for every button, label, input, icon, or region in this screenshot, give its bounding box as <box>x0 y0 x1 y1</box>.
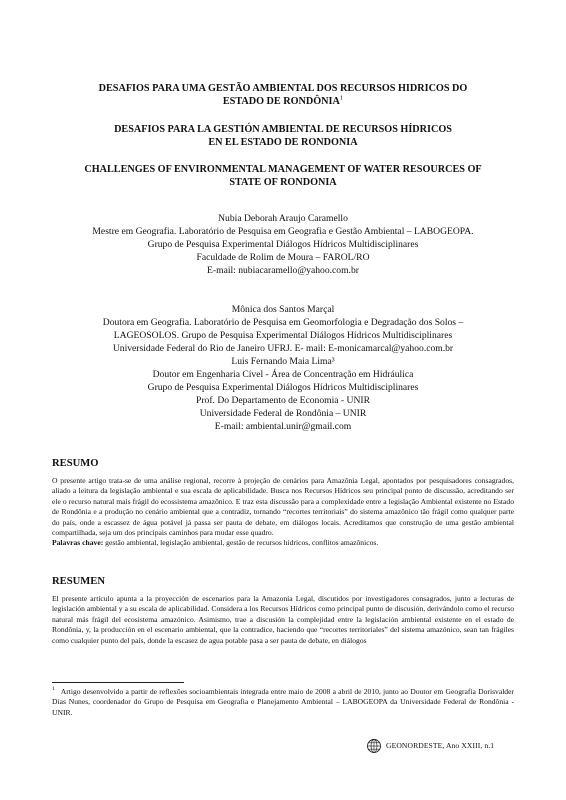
title-portuguese <box>60 82 506 108</box>
author-3-email: E-mail: ambiental.unir@gmail.com <box>214 421 352 433</box>
author-3-institution: Universidade Federal de Rondônia – UNIR <box>199 408 367 420</box>
author-2-email: Universidade Federal do Rio de Janeiro UFRJ. E- mail: E-monicamarcal@yahoo.com.br <box>112 343 454 355</box>
title-pt-line1: DESAFIOS PARA UMA GESTÃO AMBIENTAL DOS RECURSOS HIDRICOS DO <box>98 83 468 94</box>
author-1-email: E-mail: nubiacaramello@yahoo.com.br <box>207 265 359 277</box>
title-english <box>60 163 506 189</box>
footnote-divider <box>52 682 184 683</box>
title-spanish <box>60 123 506 149</box>
keywords-label: Palavras chave: <box>52 538 104 548</box>
journal-footer <box>366 738 516 754</box>
resumen-heading: RESUMEN <box>52 576 105 587</box>
footnote-mark: 1 <box>52 686 55 693</box>
author-2 <box>40 303 526 355</box>
author-1-name: Nubia Deborah Araujo Caramello <box>218 213 348 224</box>
resumo-heading: RESUMO <box>52 458 99 469</box>
title-es-line2: EN EL ESTADO DE RONDONIA <box>208 137 358 148</box>
title-en-line2: STATE OF RONDONIA <box>229 177 337 188</box>
author-2-group: LAGEOSOLOS. Grupo de Pesquisa Experimental Diálogos Hídricos Multidisciplinares <box>113 330 453 342</box>
author-1-degree: Mestre em Geografia. Laboratório de Pesquisa em Geografia e Gestão Ambiental – LABOGEOPA. <box>92 226 474 238</box>
resumo-body: O presente artigo trata-se de uma análise regional, recorre à projeção de cenários para Amazônia Legal, apontados por pesquisadores consagrados, aliado a leitura da legislação ambiental e sua escala de aplicabilidade. Busca nos Recursos Hídricos seu principal ponto de discussão, acreditando ser ele o recurso natural mais frágil do ecossistema amazônico. E traz esta discussão para a complexidade entre a legislação Ambiental existente no Estado de Rondônia e a produção no cenário ambiental que a contradiz, tornando “recortes territoriais” do sistema amazônico tão frágil como qualquer parte do país, onde a escassez de água potável já passa ser pauta de debate, em diálogos locais. Acreditamos que construção de uma gestão ambiental compartilhada, seja um dos principais caminhos para mudar esse quadro. <box>52 476 514 538</box>
author-3-degree: Doutor em Engenharia Cível - Área de Concentração em Hidráulica <box>152 369 414 381</box>
resumo-abstract <box>52 476 514 549</box>
author-1-institution: Faculdade de Rolim de Moura – FAROL/RO <box>196 252 370 264</box>
title-es-line1: DESAFIOS PARA LA GESTIÓN AMBIENTAL DE RECURSOS HÍDRICOS <box>114 124 452 135</box>
footnote-text: Artigo desenvolvido a partir de reflexões socioambientais integrada entre maio de 2008 a abril de 2010, junto ao Doutor em Geografia Dorisvalder Dias Nunes, coordenador do Grupo de Pesquisa em Geografia e Planejamento Ambiental – LABOGEOPA da Universidade Federal de Rondônia - UNIR. <box>52 687 514 717</box>
author-3-name: Luis Fernando Maia Lima³ <box>231 356 335 367</box>
author-3-group: Grupo de Pesquisa Experimental Diálogos Hídricos Multidisciplinares <box>147 382 419 394</box>
author-2-degree: Doutora em Geografia. Laboratório de Pesquisa em Geomorfologia e Degradação dos Solos – <box>102 317 464 329</box>
keywords-list: gestão ambiental, legislação ambiental, gestão de recursos hídricos, conflitos amazônicos. <box>103 538 379 548</box>
globe-logo-icon <box>366 738 382 754</box>
author-3 <box>40 355 526 434</box>
author-1-group: Grupo de Pesquisa Experimental Diálogos Hídricos Multidisciplinares <box>147 239 419 251</box>
journal-name: GEONORDESTE, Ano XXIII, n.1 <box>386 741 495 750</box>
title-footnote-ref: 1 <box>339 94 344 102</box>
author-3-department: Prof. Do Departamento de Economia - UNIR <box>196 395 370 407</box>
title-en-line1: CHALLENGES OF ENVIRONMENTAL MANAGEMENT OF WATER RESOURCES OF <box>84 164 482 175</box>
author-2-name: Mônica dos Santos Marçal <box>231 304 335 315</box>
author-1 <box>40 212 526 277</box>
resumen-abstract <box>52 594 514 646</box>
footnote <box>52 687 514 718</box>
title-pt-line2: ESTADO DE RONDÔNIA <box>222 96 340 107</box>
resumen-body: El presente artículo apunta a la proyección de escenarios para la Amazonía Legal, discutidos por investigadores consagrados, junto a lecturas de legislación ambiental y a su escala de aplicabilidad. Considera a los Recursos Hídricos como principal punto de discusión, derivándolo como el recurso natural más frágil del ecosistema amazónico. Asimismo, trae a discusión la complejidad entre la legislación ambiental existente en el estado de Rondônia, y, la producción en el escenario ambiental, que la contradice, haciendo que “recortes territoriales” del sistema amazónico, sean tan frágiles como cualquier punto del país, donde la escasez de agua potable pasa a ser pauta de debate, en diálogos <box>52 594 514 645</box>
